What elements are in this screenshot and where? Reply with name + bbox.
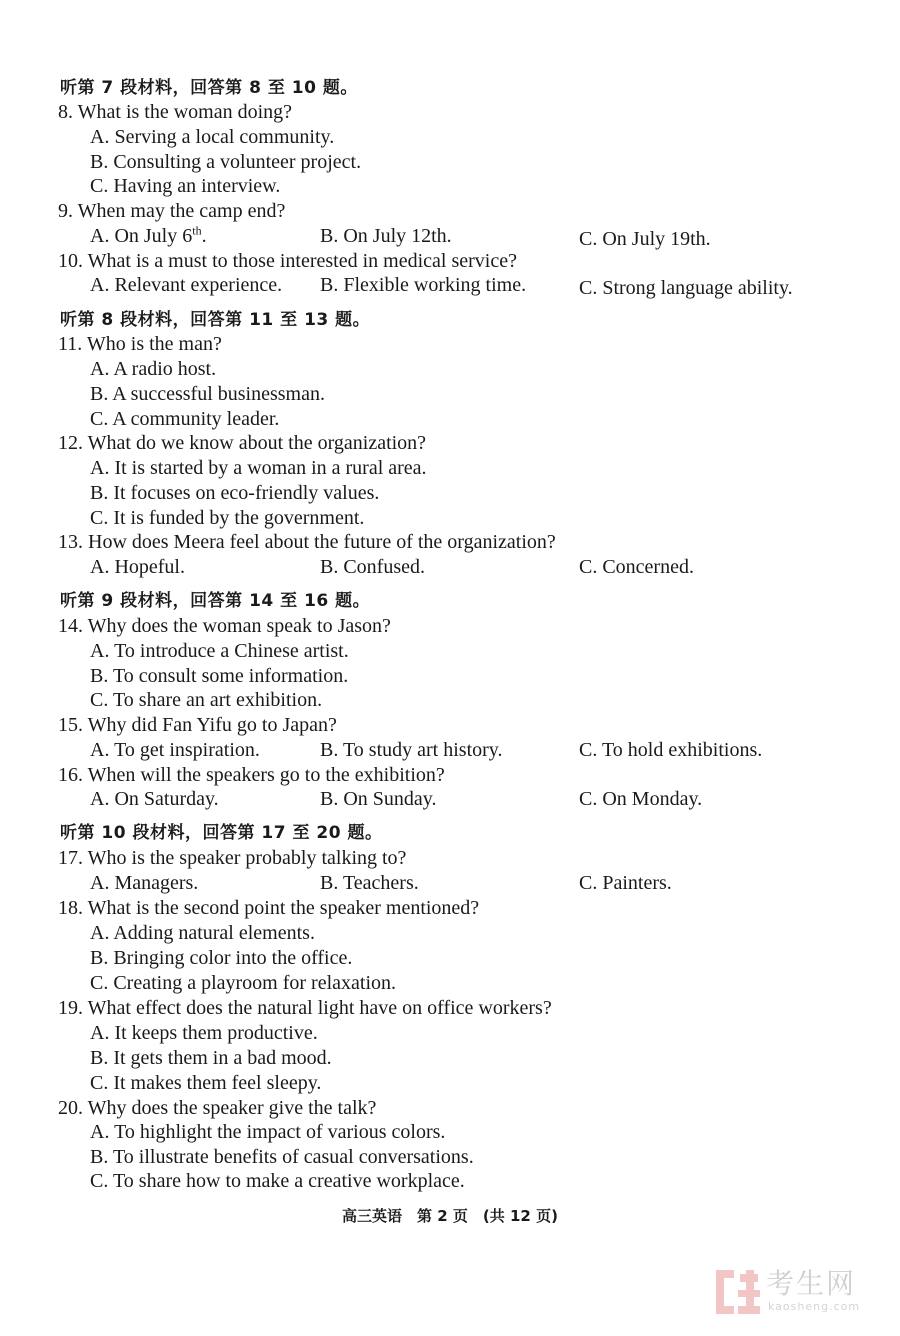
question-15-options — [0, 738, 900, 762]
question-13-option-c: C. Concerned. — [579, 556, 694, 578]
question-11-option-b: B. A successful businessman. — [90, 383, 325, 405]
question-17-option-c: C. Painters. — [579, 872, 672, 894]
question-19-option-c: C. It makes them feel sleepy. — [90, 1072, 322, 1094]
question-13-options — [0, 555, 900, 579]
question-13-option-b: B. Confused. — [320, 556, 425, 578]
question-15-option-b: B. To study art history. — [320, 739, 503, 761]
question-19-stem: 19. What effect does the natural light have on office workers? — [58, 997, 552, 1019]
question-12-option-a: A. It is started by a woman in a rural area. — [90, 457, 427, 479]
question-16-stem: 16. When will the speakers go to the exhibition? — [58, 764, 445, 786]
section-heading-7: 听第 7 段材料，回答第 8 至 10 题。 — [60, 78, 358, 98]
question-19-option-a: A. It keeps them productive. — [90, 1022, 318, 1044]
question-16-option-a: A. On Saturday. — [90, 788, 219, 810]
question-20-option-c: C. To share how to make a creative workplace. — [90, 1170, 465, 1192]
question-9-option-b: B. On July 12th. — [320, 225, 452, 247]
question-19-option-b: B. It gets them in a bad mood. — [90, 1047, 332, 1069]
page-footer: 高三英语 第 2 页 (共 12 页) — [342, 1207, 558, 1225]
question-14-option-b: B. To consult some information. — [90, 665, 349, 687]
question-20-option-a: A. To highlight the impact of various colors. — [90, 1121, 446, 1143]
question-13-option-a: A. Hopeful. — [90, 556, 185, 578]
question-10-option-a: A. Relevant experience. — [90, 274, 283, 296]
question-15-option-c: C. To hold exhibitions. — [579, 739, 763, 761]
question-12-stem: 12. What do we know about the organization? — [58, 432, 427, 454]
question-16-options — [0, 787, 900, 811]
question-8-option-a: A. Serving a local community. — [90, 126, 335, 148]
question-8-option-b: B. Consulting a volunteer project. — [90, 151, 362, 173]
question-9-option-c: C. On July 19th. — [579, 228, 711, 250]
question-16-option-b: B. On Sunday. — [320, 788, 437, 810]
question-16-option-c: C. On Monday. — [579, 788, 703, 810]
question-17-option-a: A. Managers. — [90, 872, 199, 894]
watermark-url: kaosheng.com — [768, 1300, 861, 1313]
question-8-stem: 8. What is the woman doing? — [58, 101, 293, 123]
question-10-options — [0, 273, 900, 297]
question-8-option-c: C. Having an interview. — [90, 175, 281, 197]
question-17-stem: 17. Who is the speaker probably talking to? — [58, 847, 407, 869]
question-14-option-a: A. To introduce a Chinese artist. — [90, 640, 349, 662]
question-20-stem: 20. Why does the speaker give the talk? — [58, 1097, 377, 1119]
section-heading-9: 听第 9 段材料，回答第 14 至 16 题。 — [60, 591, 371, 611]
question-13-stem: 13. How does Meera feel about the future of the organization? — [58, 531, 556, 553]
question-9-options — [0, 224, 900, 248]
question-12-option-b: B. It focuses on eco-friendly values. — [90, 482, 380, 504]
question-15-stem: 15. Why did Fan Yifu go to Japan? — [58, 714, 337, 736]
watermark-logo — [716, 1268, 886, 1318]
question-18-option-b: B. Bringing color into the office. — [90, 947, 353, 969]
question-14-option-c: C. To share an art exhibition. — [90, 689, 323, 711]
question-11-option-a: A. A radio host. — [90, 358, 217, 380]
watermark-name: 考生网 — [766, 1267, 857, 1300]
question-10-option-c: C. Strong language ability. — [579, 277, 793, 299]
section-heading-10: 听第 10 段材料，回答第 17 至 20 题。 — [60, 823, 383, 843]
question-11-option-c: C. A community leader. — [90, 408, 280, 430]
section-heading-8: 听第 8 段材料，回答第 11 至 13 题。 — [60, 310, 371, 330]
question-9-option-a: A. On July 6th. — [90, 223, 207, 247]
question-9-stem: 9. When may the camp end? — [58, 200, 286, 222]
question-10-stem: 10. What is a must to those interested in medical service? — [58, 250, 517, 272]
question-20-option-b: B. To illustrate benefits of casual conversations. — [90, 1146, 474, 1168]
question-18-option-a: A. Adding natural elements. — [90, 922, 315, 944]
question-14-stem: 14. Why does the woman speak to Jason? — [58, 615, 391, 637]
question-18-option-c: C. Creating a playroom for relaxation. — [90, 972, 397, 994]
question-15-option-a: A. To get inspiration. — [90, 739, 260, 761]
question-11-stem: 11. Who is the man? — [58, 333, 222, 355]
question-17-options — [0, 871, 900, 895]
kaosheng-logo-icon — [716, 1270, 760, 1314]
question-18-stem: 18. What is the second point the speaker mentioned? — [58, 897, 480, 919]
question-12-option-c: C. It is funded by the government. — [90, 507, 365, 529]
question-10-option-b: B. Flexible working time. — [320, 274, 527, 296]
question-17-option-b: B. Teachers. — [320, 872, 419, 894]
